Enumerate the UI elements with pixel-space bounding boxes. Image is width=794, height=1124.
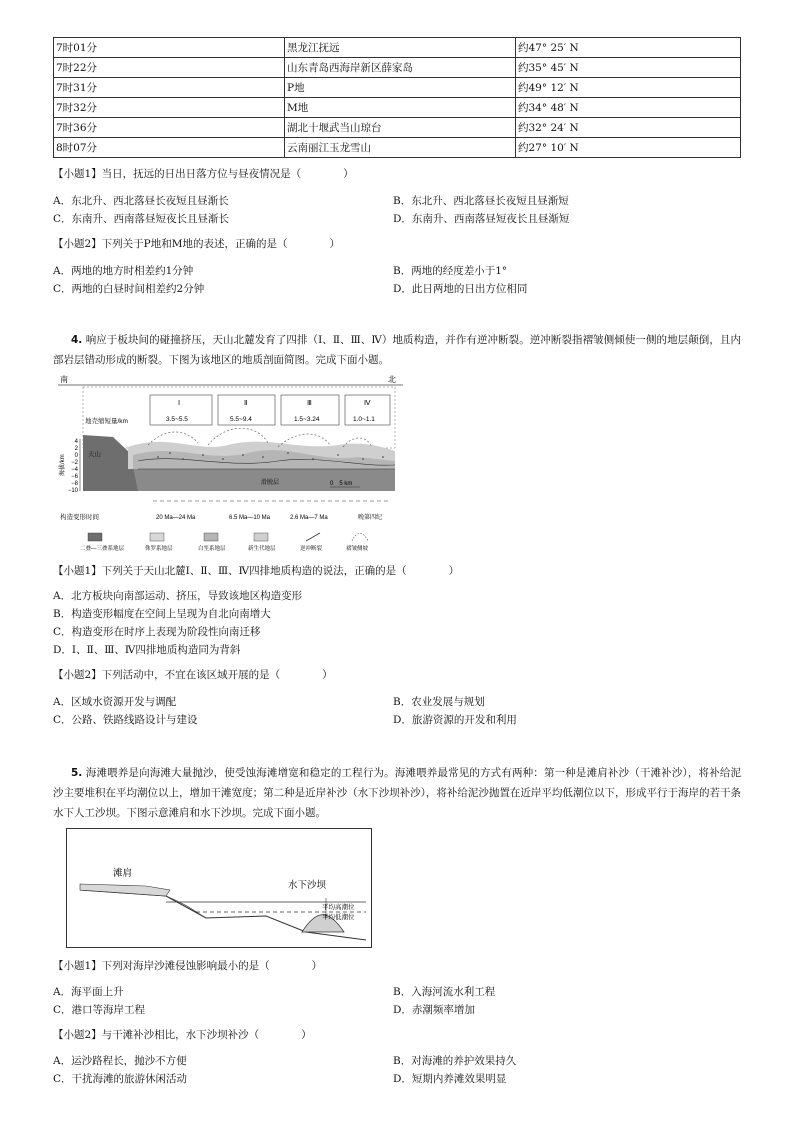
table-row: [54, 78, 741, 98]
option-b[interactable]: B．东北升、西北落昼长夜短且昼渐短: [393, 195, 569, 207]
time-cell: 7时32分: [54, 98, 285, 118]
time-cell: 7时22分: [54, 58, 285, 78]
q4-sub1-stem: 【小题1】下列关于天山北麓Ⅰ、Ⅱ、Ⅲ、Ⅳ四排地质构造的说法，正确的是（ ）: [53, 565, 460, 577]
option-d[interactable]: D．Ⅰ、Ⅱ、Ⅲ、Ⅳ四排地质构造同为背斜: [53, 644, 241, 656]
q5-passage: [53, 763, 741, 823]
zone-label: Ⅳ: [364, 400, 371, 407]
beach-nourishment-figure: [66, 828, 372, 948]
option-a[interactable]: A．两地的地方时相差约1分钟: [53, 265, 194, 277]
low-tide-label: 平均低潮位: [322, 914, 355, 921]
question-number: 5.: [71, 767, 83, 779]
option-b[interactable]: B．两地的经度差小于1°: [393, 265, 508, 277]
cross-section: [83, 428, 395, 491]
legend-label: 新生代地层: [248, 546, 276, 552]
option-c[interactable]: C．两地的白昼时间相差约2分钟: [53, 283, 205, 295]
place-cell: 云南丽江玉龙雪山: [285, 138, 516, 158]
option-d[interactable]: D．赤潮频率增加: [393, 1004, 475, 1016]
q4-text: 响应于板块间的碰撞挤压，天山北麓发育了四排（Ⅰ、Ⅱ、Ⅲ、Ⅳ）地质构造，并作有逆冲断裂。逆冲断裂指褶皱侧倾使一侧的地层颠倒，且内部岩层错动形成的断裂。下图为该地区的地质剖面简图。完成下面小题。: [53, 334, 741, 366]
option-a[interactable]: A．北方板块向南部运动、挤压，导致该地区构造变形: [53, 590, 303, 602]
time-cell: 7时01分: [54, 38, 285, 58]
table-row: [54, 138, 741, 158]
latitude-cell: 约47° 25′ N: [516, 38, 741, 58]
shortening-value: 1.0~1.1: [353, 416, 375, 423]
yaxis-label: 海拔/km: [60, 454, 66, 476]
ytick-label: 4: [74, 439, 78, 445]
option-a[interactable]: A．海平面上升: [53, 986, 124, 998]
latitude-cell: 约35° 45′ N: [516, 58, 741, 78]
time-label: 2.6 Ma—7 Ma: [290, 515, 328, 521]
tianshan-label: 天山: [88, 451, 101, 458]
geologic-section-figure: [58, 373, 403, 555]
option-c[interactable]: C．构造变形在时序上表现为阶段性向南迁移: [53, 626, 261, 638]
shortening-label: 地壳缩短量/km: [85, 418, 128, 425]
option-b[interactable]: B．入海河流水利工程: [393, 986, 496, 998]
time-label: 6.5 Ma—10 Ma: [229, 515, 271, 521]
legend-label: 侏罗系地层: [145, 546, 173, 552]
place-cell: 湖北十堰武当山琼台: [285, 118, 516, 138]
option-d[interactable]: D．短期内养滩效果明显: [393, 1073, 507, 1085]
option-d[interactable]: D．东南升、西南落昼短夜长且昼渐短: [393, 213, 570, 225]
question-number: 4.: [71, 334, 83, 346]
time-label: 20 Ma—24 Ma: [156, 515, 196, 521]
time-cell: 8时07分: [54, 138, 285, 158]
zone-label: Ⅰ: [178, 400, 181, 407]
option-c[interactable]: C．公路、铁路线路设计与建设: [53, 714, 198, 726]
zone-label: Ⅲ: [307, 400, 312, 407]
place-cell: P地: [285, 78, 516, 98]
ytick-label: −10: [67, 488, 78, 494]
legend-label: 白垩系地层: [198, 546, 226, 552]
latitude-cell: 约34° 48′ N: [516, 98, 741, 118]
legend-label: 褶皱侧坡: [346, 546, 369, 552]
legend-label: 逆冲断裂: [300, 546, 323, 552]
table-row: [54, 98, 741, 118]
option-c[interactable]: C．东南升、西南落昼短夜长且昼渐长: [53, 213, 230, 225]
zone-label: Ⅱ: [244, 400, 248, 407]
option-b[interactable]: B．对海滩的养护效果持久: [393, 1055, 517, 1067]
time-cell: 7时31分: [54, 78, 285, 98]
shortening-zones: [85, 395, 390, 425]
ytick-label: −2: [71, 460, 78, 466]
table-row: [54, 118, 741, 138]
latitude-cell: 约49° 12′ N: [516, 78, 741, 98]
place-cell: 山东青岛西海岸新区薛家岛: [285, 58, 516, 78]
high-tide-label: 平均高潮位: [322, 904, 355, 911]
q5-text: 海滩喂养是向海滩大量抛沙，使受蚀海滩增宽和稳定的工程行为。海滩喂养最常见的方式有两种：第一种是滩肩补沙（干滩补沙），将补给泥沙主要堆积在平均潮位以上，增加干滩宽度；第二种是近岸补沙（水下沙坝补沙），将补给泥沙抛置在近岸平均低潮位以下，形成平行于海岸的若干条水下人工沙坝。下图示意滩肩和水下沙坝。完成下面小题。: [53, 767, 741, 819]
south-label: 南: [60, 375, 68, 384]
option-b[interactable]: B．构造变形幅度在空间上呈现为自北向南增大: [53, 608, 271, 620]
q4-passage: [53, 330, 741, 370]
north-label: 北: [388, 375, 396, 384]
ytick-label: −4: [71, 467, 78, 473]
q3-sub1-stem: 【小题1】当日，抚远的日出日落方位与昼夜情况是（ ）: [53, 168, 354, 180]
option-b[interactable]: B．农业发展与规划: [393, 696, 485, 708]
scale-label: 0 5 km: [330, 481, 353, 487]
option-c[interactable]: C．干扰海滩的旅游休闲活动: [53, 1073, 188, 1085]
option-a[interactable]: A．东北升、西北落昼长夜短且昼渐长: [53, 195, 229, 207]
sandbar-label: 水下沙坝: [288, 880, 327, 891]
beach-shoulder-label: 滩肩: [113, 868, 133, 879]
q4-sub2-stem: 【小题2】下列活动中，不宜在该区域开展的是（ ）: [53, 669, 333, 681]
sunrise-table: [53, 37, 741, 158]
latitude-cell: 约32° 24′ N: [516, 118, 741, 138]
shortening-value: 5.5~9.4: [230, 416, 252, 423]
legend-label: 二叠—三叠系地层: [80, 546, 125, 552]
time-label: 晚第四纪: [358, 515, 383, 521]
q5-sub1-stem: 【小题1】下列对海岸沙滩侵蚀影响最小的是（ ）: [53, 960, 323, 972]
place-cell: M地: [285, 98, 516, 118]
ytick-label: −8: [71, 481, 78, 487]
ytick-label: 2: [74, 446, 78, 452]
figure-legend: [80, 533, 369, 552]
ytick-label: −6: [71, 474, 78, 480]
time-cell: 7时36分: [54, 118, 285, 138]
timeline-label: 构造变形时间: [60, 514, 99, 521]
shortening-value: 1.5~3.24: [294, 416, 320, 423]
yaxis-ticks: [68, 439, 79, 494]
option-d[interactable]: D．此日两地的日出方位相同: [393, 283, 528, 295]
table-row: [54, 58, 741, 78]
q3-sub2-stem: 【小题2】下列关于P地和M地的表述，正确的是（ ）: [53, 238, 340, 250]
detachment-label: 滑脱层: [261, 480, 280, 486]
option-d[interactable]: D．旅游资源的开发和利用: [393, 714, 517, 726]
q5-sub2-stem: 【小题2】与干滩补沙相比，水下沙坝补沙（ ）: [53, 1029, 312, 1041]
latitude-cell: 约27° 10′ N: [516, 138, 741, 158]
ytick-label: 0: [74, 453, 78, 459]
option-c[interactable]: C．港口等海岸工程: [53, 1004, 146, 1016]
shortening-value: 3.5~5.5: [166, 416, 188, 423]
table-row: [54, 38, 741, 58]
option-a[interactable]: A．运沙路程长，抛沙不方便: [53, 1055, 187, 1067]
place-cell: 黑龙江抚远: [285, 38, 516, 58]
option-a[interactable]: A．区域水资源开发与调配: [53, 696, 177, 708]
